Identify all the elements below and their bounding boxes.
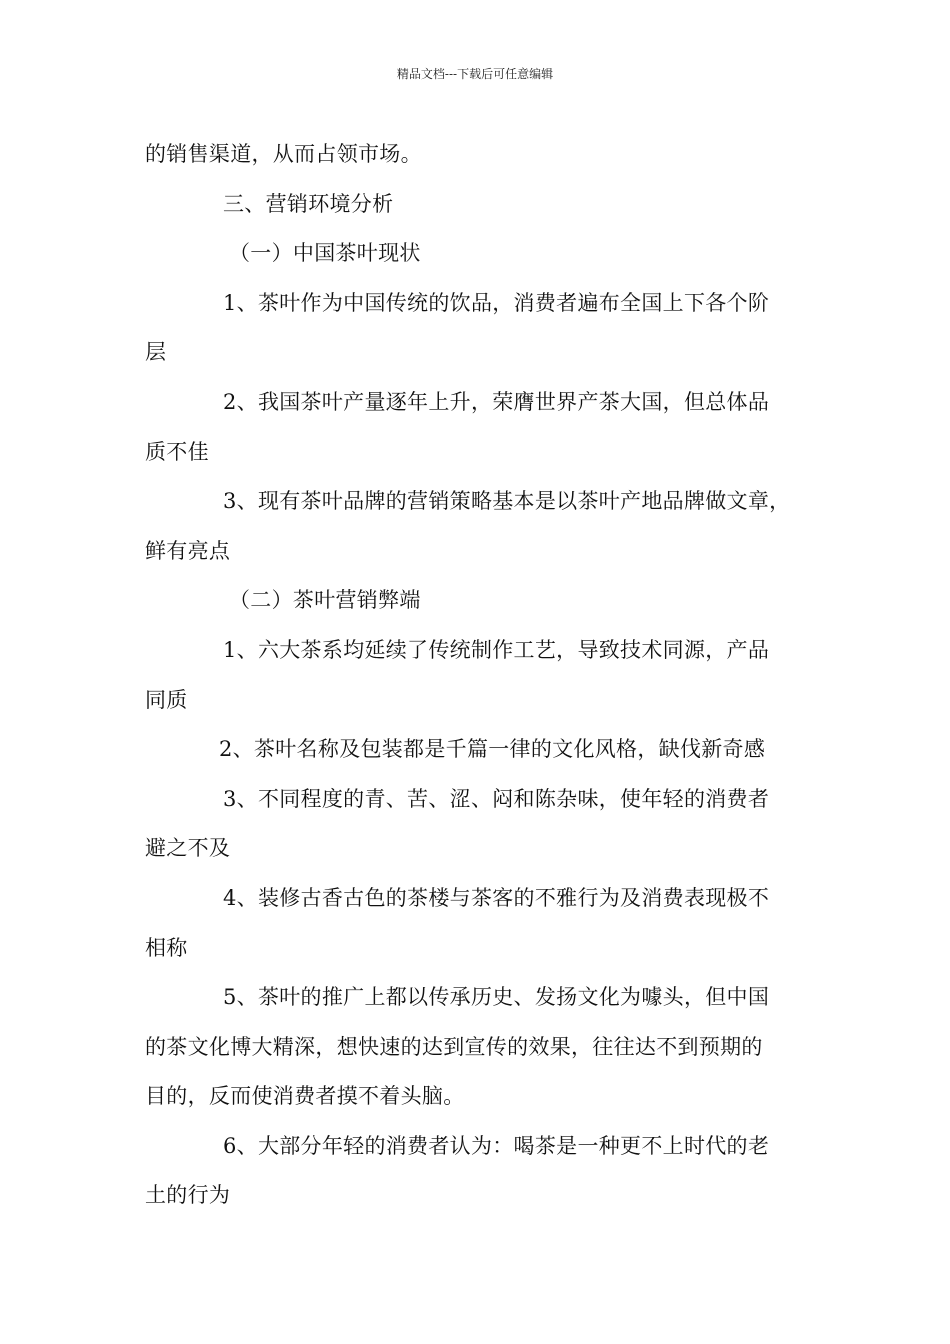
list-item-drawback-4: 4、装修古香古色的茶楼与茶客的不雅行为及消费表现极不 [223, 885, 770, 910]
list-item-status-1-cont: 层 [145, 340, 167, 365]
list-item-drawback-3-cont: 避之不及 [145, 836, 231, 861]
subsection-heading-marketing-drawbacks: （二）茶叶营销弊端 [229, 588, 421, 613]
paragraph-continuation: 的销售渠道，从而占领市场。 [145, 142, 422, 166]
list-item-drawback-1: 1、六大茶系均延续了传统制作工艺，导致技术同源，产品 [223, 637, 770, 662]
list-item-status-2-cont: 质不佳 [145, 439, 209, 464]
list-item-status-1: 1、茶叶作为中国传统的饮品，消费者遍布全国上下各个阶 [223, 290, 770, 315]
list-item-status-3-cont: 鲜有亮点 [145, 538, 231, 563]
list-item-drawback-6: 6、大部分年轻的消费者认为：喝茶是一种更不上时代的老 [223, 1133, 770, 1158]
list-item-drawback-5: 5、茶叶的推广上都以传承历史、发扬文化为噱头，但中国 [223, 985, 770, 1010]
list-item-drawback-1-cont: 同质 [145, 687, 188, 712]
list-item-drawback-3: 3、不同程度的青、苦、涩、闷和陈杂味，使年轻的消费者 [223, 786, 770, 811]
list-item-drawback-4-cont: 相称 [145, 935, 188, 960]
subsection-heading-tea-status: （一）中国茶叶现状 [229, 241, 421, 266]
list-item-drawback-5-cont-1: 的茶文化博大精深，想快速的达到宣传的效果，往往达不到预期的 [145, 1034, 763, 1059]
list-item-status-2: 2、我国茶叶产量逐年上升，荣膺世界产茶大国，但总体品 [223, 389, 770, 414]
list-item-drawback-2: 2、茶叶名称及包装都是千篇一律的文化风格，缺伐新奇感 [219, 737, 766, 762]
section-heading-marketing-environment: 三、营销环境分析 [223, 191, 394, 216]
page-header: 精品文档---下载后可任意编辑 [396, 67, 554, 81]
list-item-drawback-5-cont-2: 目的，反而使消费者摸不着头脑。 [145, 1084, 465, 1109]
list-item-drawback-6-cont: 土的行为 [145, 1183, 231, 1208]
document-body [145, 130, 810, 1221]
list-item-status-3: 3、现有茶叶品牌的营销策略基本是以茶叶产地品牌做文章， [223, 489, 791, 514]
